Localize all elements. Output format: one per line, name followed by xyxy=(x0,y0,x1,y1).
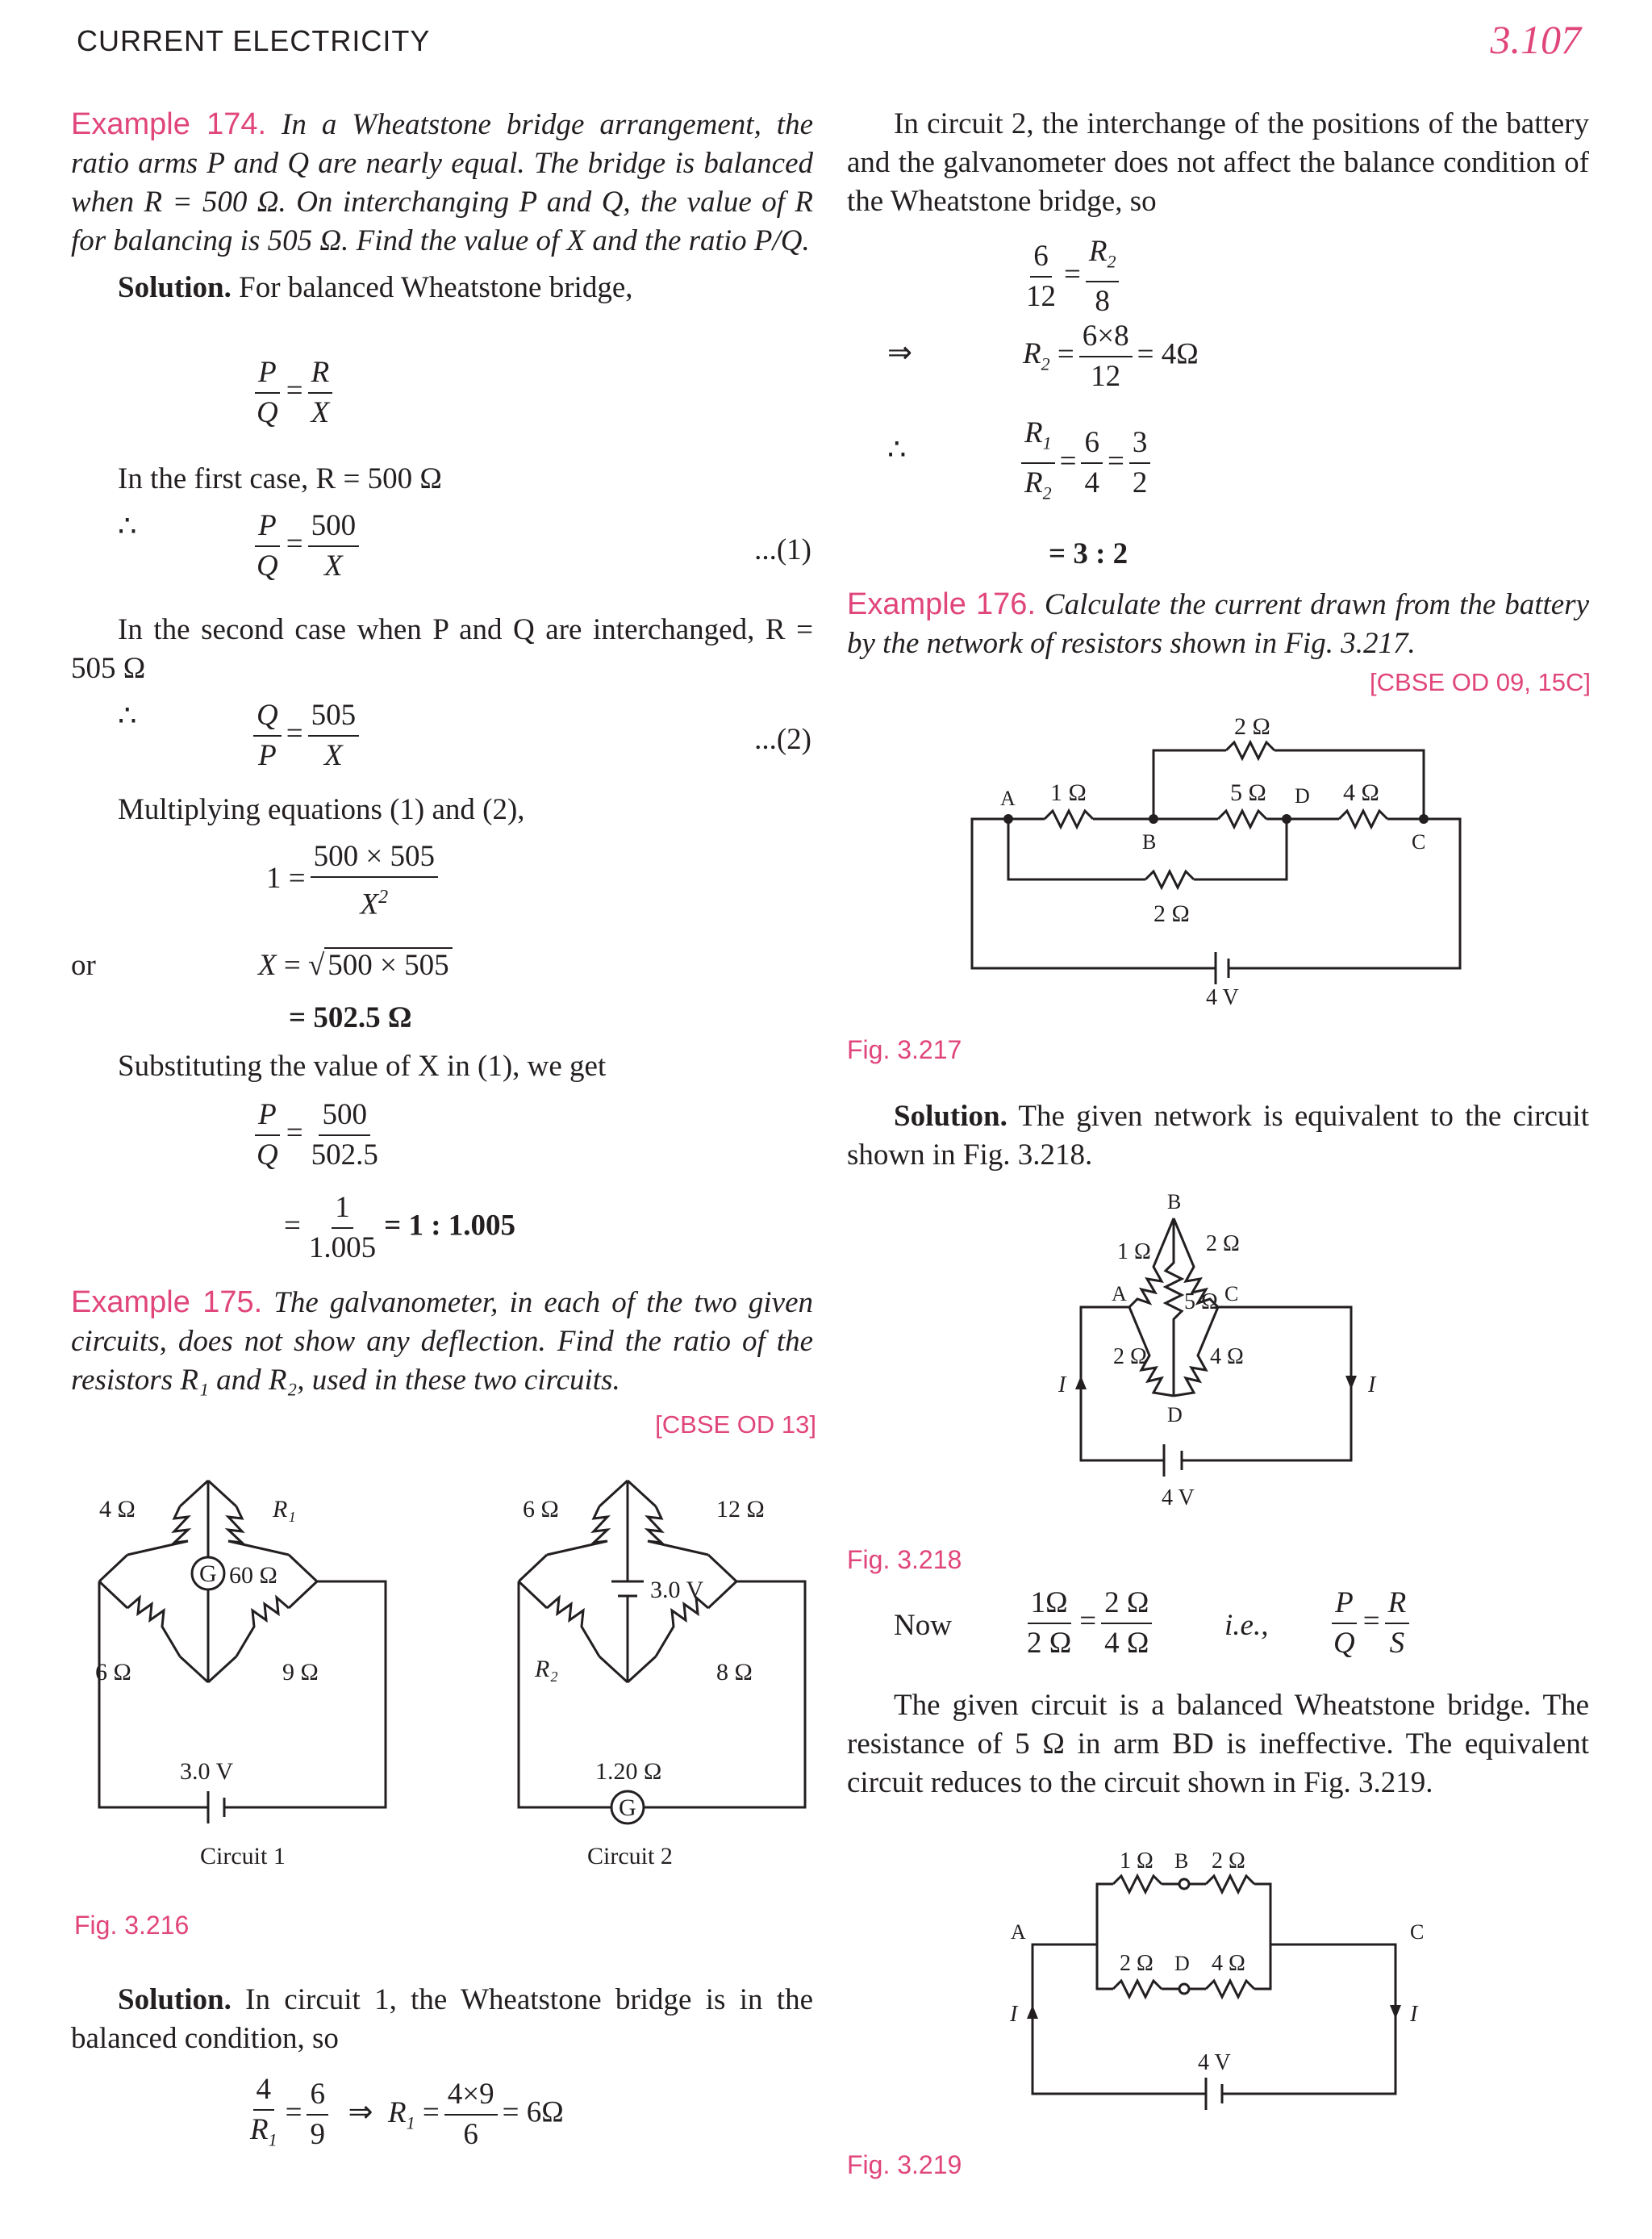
example-174-solution-intro xyxy=(71,269,813,307)
ie-word: i.e., xyxy=(1224,1609,1269,1642)
f218-node-c: C xyxy=(1224,1282,1239,1305)
c2-battery-label: 3.0 V xyxy=(650,1577,704,1603)
eq-r1-r2: ∴ $\frac{R_1}{R_2}$ = $\frac{6}{4}$ = $\frac{3}{2}$ xyxy=(887,432,1452,467)
substituting-text: Substituting the value of X in (1), we get xyxy=(118,1050,607,1083)
f219-2ohm-bottom-label: 2 Ω xyxy=(1120,1951,1153,1976)
c1-r1-label: R₁ xyxy=(273,1496,296,1523)
eq-ratio-final: = $\frac{1}{1.005}$ = 1 : 1.005 xyxy=(284,1191,516,1264)
f218-current-right: I xyxy=(1368,1372,1376,1397)
f219-battery-label: 4 V xyxy=(1198,2050,1231,2075)
c2-galvanometer-label: G xyxy=(619,1794,636,1821)
f219-node-b: B xyxy=(1174,1849,1189,1873)
solution-label-175: Solution. xyxy=(118,1983,232,2016)
c1-galvanometer-label: G xyxy=(199,1560,217,1587)
second-case-text: In the second case when P and Q are interchanged, R = 505 Ω xyxy=(71,613,813,685)
solution-text-176: The given network is equivalent to the circuit shown in Fig. 3.218. xyxy=(847,1100,1589,1172)
f218-node-b: B xyxy=(1167,1190,1182,1213)
eq-multiply: 1 = $\frac{500 \times 505}{X^2}$ xyxy=(266,839,443,922)
c1-6ohm-label: 6 Ω xyxy=(95,1659,131,1686)
f219-4ohm-label: 4 Ω xyxy=(1212,1951,1245,1976)
eq-balance: $\frac{P}{Q}$ = $\frac{R}{X}$ xyxy=(248,355,337,431)
f217-node-d: D xyxy=(1295,784,1310,808)
f217-2ohm-top-label: 2 Ω xyxy=(1234,713,1270,740)
f217-node-c: C xyxy=(1412,830,1426,854)
example-176-solution xyxy=(847,1097,1589,1175)
fig-3-219-diagram xyxy=(1000,1848,1452,2114)
example-174-question xyxy=(71,105,813,261)
fig-3-218-label: Fig. 3.218 xyxy=(847,1545,962,1574)
cbse-tag-175: [CBSE OD 13] xyxy=(655,1410,816,1439)
c1-battery-label: 3.0 V xyxy=(180,1758,234,1785)
cbse-tag-176: [CBSE OD 09, 15C] xyxy=(1370,668,1591,696)
f219-node-c: C xyxy=(1410,1920,1425,1944)
f217-4ohm-label: 4 Ω xyxy=(1343,779,1379,806)
example-176-text: Calculate the current drawn from the battery by the network of resistors shown in Fig. 3.217. xyxy=(847,588,1590,660)
f217-1ohm-label: 1 Ω xyxy=(1050,779,1087,806)
f219-node-a: A xyxy=(1011,1920,1026,1944)
solution-label: Solution. xyxy=(118,271,232,304)
eq-2-tag: ...(2) xyxy=(754,723,811,756)
resistor-4ohm xyxy=(127,1506,188,1555)
c1-60ohm-label: 60 Ω xyxy=(229,1562,277,1589)
c2-120ohm-label: 1.20 Ω xyxy=(595,1758,662,1785)
c2-8ohm-label: 8 Ω xyxy=(716,1659,753,1686)
example-176-question xyxy=(847,585,1589,663)
c2-12ohm-label: 12 Ω xyxy=(716,1496,765,1523)
c2-6ohm-label: 6 Ω xyxy=(523,1496,559,1523)
ratio-result-175: = 3 : 2 xyxy=(1049,537,1128,570)
multiply-text: Multiplying equations (1) and (2), xyxy=(118,793,525,826)
f217-2ohm-bottom-label: 2 Ω xyxy=(1153,900,1190,927)
f218-2ohm-top-label: 2 Ω xyxy=(1206,1231,1240,1256)
ratio-result: = 1 : 1.005 xyxy=(384,1209,516,1243)
example-175-question xyxy=(71,1283,813,1400)
solution-text: For balanced Wheatstone bridge, xyxy=(239,271,633,304)
example-174-label: Example 174. xyxy=(71,107,267,141)
f218-node-a: A xyxy=(1112,1282,1127,1305)
fig-3-217-diagram xyxy=(960,702,1476,1010)
balanced-text: The given circuit is a balanced Wheatstone bridge. The resistance of 5 Ω in arm BD is ineffective. The equivalent circuit reduces to the circuit shown in Fig. 3.219. xyxy=(847,1689,1589,1799)
example-174-text: In a Wheatstone bridge arrangement, the ratio arms P and Q are nearly equal. The bridge is balanced when R = 500 Ω. On interchanging P and Q, the value of R for balancing is 505 Ω. Find the value of X and the ratio P/Q. xyxy=(71,108,813,257)
fig-3-216-label: Fig. 3.216 xyxy=(74,1911,190,1940)
eq-x-sqrt: or X = √ 500 × 505 xyxy=(71,948,797,983)
x-sqrt-arg: 500 × 505 xyxy=(324,947,452,982)
fig-3-216-diagram xyxy=(71,1468,821,1888)
example-176-label: Example 176. xyxy=(847,587,1037,621)
therefore-symbol: ∴ xyxy=(118,510,137,543)
f218-2ohm-bottom-label: 2 Ω xyxy=(1113,1344,1147,1369)
f218-5ohm-label: 5 Ω xyxy=(1184,1289,1218,1314)
f218-battery-label: 4 V xyxy=(1162,1485,1195,1510)
example-175-solution xyxy=(71,1981,813,2058)
eq-2: ∴ $\frac{Q}{P}$ = $\frac{505}{X}$ ...(2) xyxy=(118,699,811,772)
c1-4ohm-label: 4 Ω xyxy=(99,1496,136,1523)
f217-node-b: B xyxy=(1142,830,1157,854)
f219-current-left: I xyxy=(1010,2002,1018,2027)
fig-3-218-diagram xyxy=(1049,1186,1420,1509)
left-column xyxy=(71,105,813,307)
f219-current-right: I xyxy=(1410,2002,1418,2027)
f217-battery-label: 4 V xyxy=(1206,985,1239,1010)
c2-r2-label: R₂ xyxy=(535,1656,558,1682)
first-case-text: In the first case, R = 500 Ω xyxy=(118,462,442,495)
circuit-1-caption: Circuit 1 xyxy=(200,1843,286,1869)
example-175-text: The galvanometer, in each of the two given circuits, does not show any deflection. Find the ratio of the resistors R₁ and R₂, used in these two circuits. xyxy=(71,1286,813,1397)
chapter-title: CURRENT ELECTRICITY xyxy=(77,24,431,57)
example-175-label: Example 175. xyxy=(71,1285,263,1319)
x-result: = 502.5 Ω xyxy=(289,1001,412,1034)
example-175-continued: In circuit 2, the interchange of the positions of the battery and the galvanometer does not affect the balance condition of the Wheatstone bridge, so xyxy=(847,107,1589,218)
f218-current-left: I xyxy=(1058,1372,1066,1397)
f218-4ohm-label: 4 Ω xyxy=(1210,1344,1244,1369)
solution-text-175: In circuit 1, the Wheatstone bridge is in the balanced condition, so xyxy=(71,1983,813,2055)
eq-1-tag: ...(1) xyxy=(754,533,811,566)
eq-r2-ratio: $\frac{6}{12}$ = $\frac{R_2}{8}$ xyxy=(1018,234,1124,320)
c1-9ohm-label: 9 Ω xyxy=(282,1659,319,1686)
fig-3-217-label: Fig. 3.217 xyxy=(847,1035,962,1064)
fig-3-219-label: Fig. 3.219 xyxy=(847,2150,962,2179)
f219-node-d: D xyxy=(1174,1952,1190,1975)
f217-node-a: A xyxy=(1000,787,1016,810)
f219-2ohm-top-label: 2 Ω xyxy=(1212,1848,1245,1873)
eq-ratio: $\frac{P}{Q}$ = $\frac{500}{502.5}$ xyxy=(257,1098,378,1172)
circuit-2-caption: Circuit 2 xyxy=(587,1843,673,1869)
page-number: 3.107 xyxy=(1490,17,1581,62)
eq-r1: $\frac{4}{R_1}$ = $\frac{6}{9}$ ⇒ $R_1$ = $\frac{4\times 9}{6}$ = 6Ω xyxy=(250,2073,564,2152)
eq-1: ∴ $\frac{P}{Q}$ = $\frac{500}{X}$ ...(1) xyxy=(118,509,811,583)
f219-1ohm-label: 1 Ω xyxy=(1120,1848,1153,1873)
now-word: Now xyxy=(894,1609,952,1642)
f218-1ohm-label: 1 Ω xyxy=(1117,1239,1151,1264)
f218-node-d: D xyxy=(1167,1403,1183,1427)
or-word: or xyxy=(71,949,96,982)
f217-5ohm-label: 5 Ω xyxy=(1230,779,1266,806)
eq-r2: ⇒ $R_2$ = $\frac{6\times 8}{12}$ = 4Ω xyxy=(887,320,1199,393)
solution-label-176: Solution. xyxy=(894,1100,1007,1133)
